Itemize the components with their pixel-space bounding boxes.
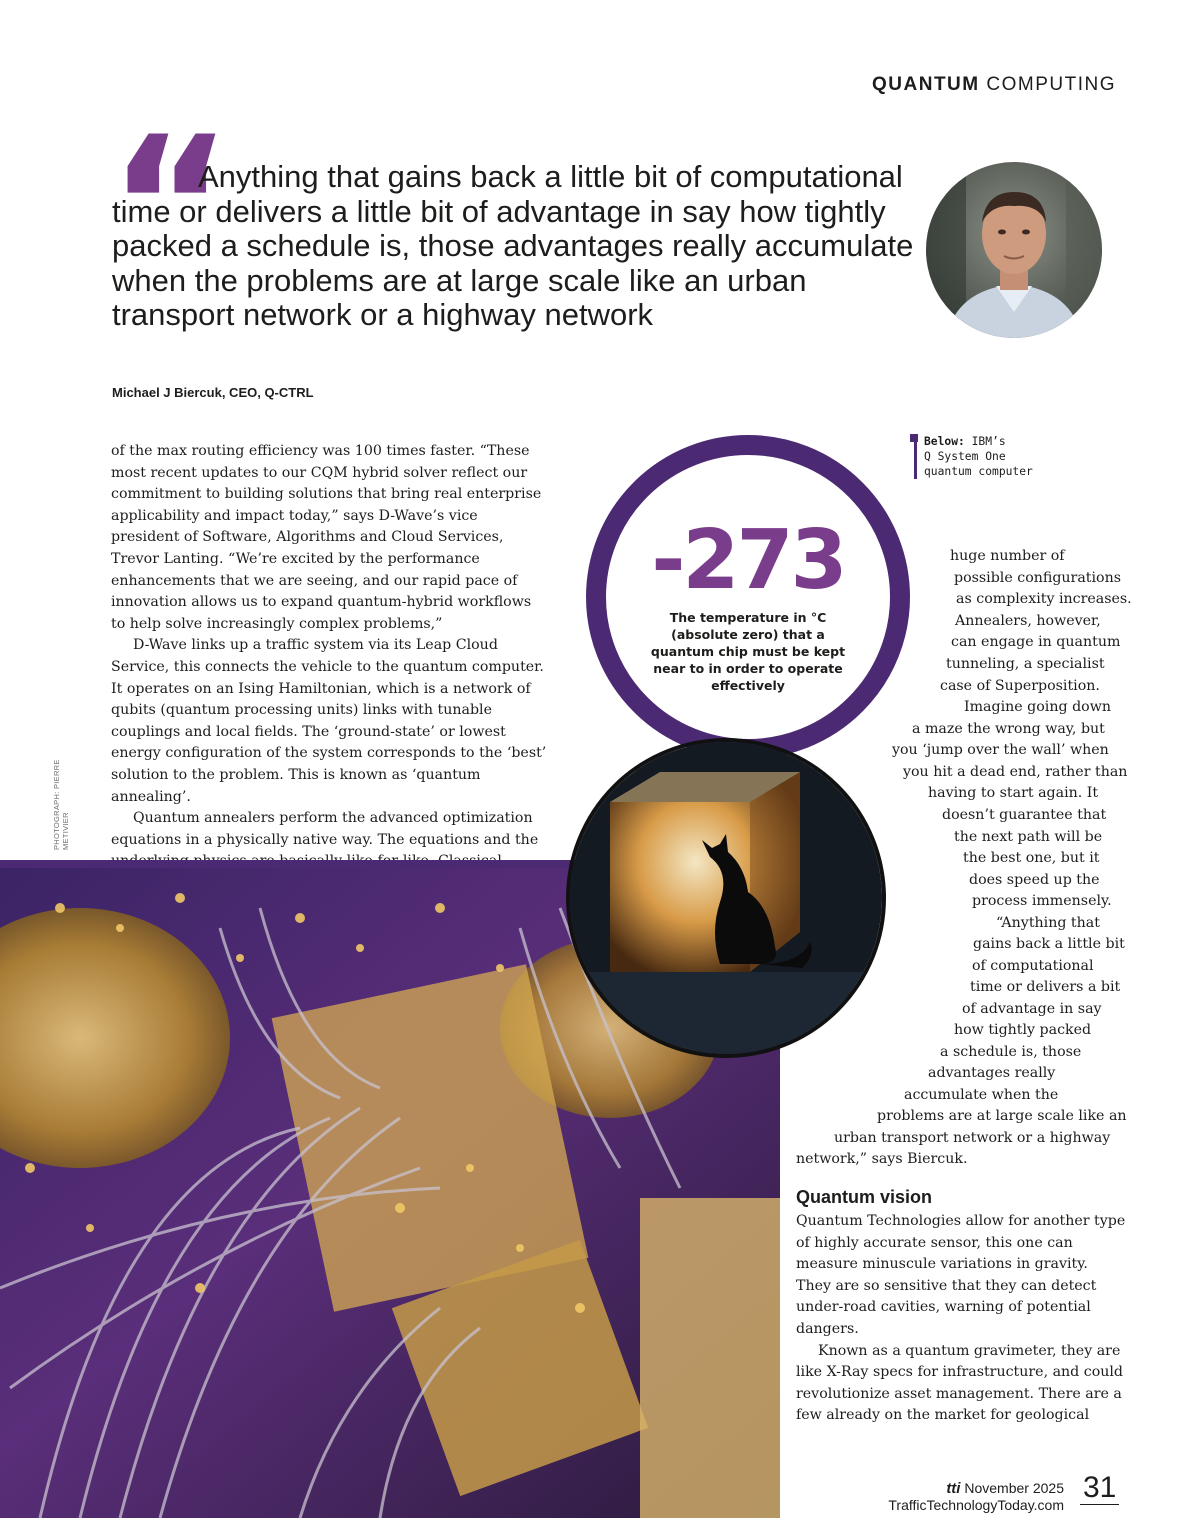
right-line: “Anything that <box>996 915 1100 931</box>
right-line: Imagine going down <box>964 699 1111 715</box>
right-line: accumulate when the <box>904 1087 1059 1103</box>
right-line: the best one, but it <box>963 850 1100 866</box>
left-paragraph-2: D-Wave links up a traffic system via its Leap Cloud Service, this connects the vehicle to the quantum computer. It operates on an Ising Hamiltonian, which is a network of qubits (quantum processing units) links with tunable couplings and local fields. The ‘ground-state’ or lowest energy configuration of the system corresponds to the ‘best’ solution to the problem. This is known as ‘quantum annealing’. <box>111 637 547 805</box>
footer-brand: tti <box>946 1480 961 1497</box>
caption-text-3: quantum computer <box>924 465 1033 478</box>
footer-site: TrafficTechnologyToday.com <box>888 1497 1064 1513</box>
stat-description: The temperature in °C (absolute zero) that a quantum chip must be kept near to in order to operate effectively <box>650 610 846 693</box>
caption-label: Below: <box>924 435 965 448</box>
footer-info <box>888 1480 1064 1513</box>
right-line: Annealers, however, <box>955 613 1101 629</box>
right-line: can engage in quantum <box>951 634 1121 650</box>
right-line: advantages really <box>928 1065 1056 1081</box>
left-paragraph-3: Quantum annealers perform the advanced optimization equations in a physically native way. The equations and the <box>111 810 539 848</box>
right-line: a schedule is, those <box>940 1044 1082 1060</box>
right-line: case of Superposition. <box>940 678 1100 694</box>
stat-number: -273 <box>651 513 845 608</box>
right-line: how tightly packed <box>954 1022 1092 1038</box>
section-header-bold: QUANTUM <box>872 74 980 95</box>
right-line: huge number of <box>950 548 1065 564</box>
portrait-photo <box>926 162 1102 338</box>
right-line: doesn’t guarantee that <box>942 807 1107 823</box>
footer-issue: November 2025 <box>960 1480 1064 1496</box>
caption-text-2: Q System One <box>924 450 1006 463</box>
right-line: gains back a little bit <box>973 936 1125 952</box>
cat-in-box-photo <box>566 738 886 1058</box>
right-line: having to start again. It <box>928 785 1099 801</box>
pull-quote: Anything that gains back a little bit of computational time or delivers a little bit of advantage in say how tightly packed a schedule is, those advantages really accumulate when the problems are at large scale like an urban transport network or a highway network <box>112 159 914 332</box>
right-line: of advantage in say <box>962 1001 1102 1017</box>
right-line: urban transport network or a highway <box>834 1130 1111 1146</box>
right-line: network,” says Biercuk. <box>796 1151 968 1167</box>
right-line: tunneling, a specialist <box>946 656 1105 672</box>
right-line: as complexity increases. <box>956 591 1132 607</box>
right-line: you ‘jump over the wall’ when <box>892 742 1109 758</box>
right-line: does speed up the <box>969 872 1100 888</box>
right-line: process immensely. <box>972 893 1112 909</box>
quote-attribution: Michael J Biercuk, CEO, Q-CTRL <box>112 385 314 400</box>
right-line: time or delivers a bit <box>970 979 1121 995</box>
quantum-vision-paragraph-1: Quantum Technologies allow for another type of highly accurate sensor, this one can measure minuscule variations in gravity. They are so sensitive that they can detect under-road cavities, warning of potential dangers. <box>796 1213 1126 1337</box>
right-line: the next path will be <box>954 829 1103 845</box>
right-line: a maze the wrong way, but <box>912 721 1105 737</box>
right-line: you hit a dead end, rather than <box>903 764 1128 780</box>
section-header-light: COMPUTING <box>986 74 1116 95</box>
right-line: problems are at large scale like an <box>877 1108 1127 1124</box>
right-line: possible configurations <box>954 570 1121 586</box>
page-number: 31 <box>1080 1472 1119 1505</box>
left-paragraph-1: of the max routing efficiency was 100 times faster. “These most recent updates to our CQM hybrid solver reflect our commitment to building solutions that bring real enterprise applicability and impact today,” says D-Wave’s vice president of Software, Algorithms and Cloud Services, Trevor Lanting. “We’re excited by the performance enhancements that we are seeing, and our rapid pace of innovation allows us to expand quantum-hybrid workflows to help solve increasingly complex problems,” <box>111 443 542 632</box>
photo-credit: PHOTOGRAPH: PIERRE METIVIER <box>52 759 70 850</box>
caption-text-1: IBM’s <box>964 435 1006 448</box>
right-line: of computational <box>972 958 1094 974</box>
quantum-vision-paragraph-2: Known as a quantum gravimeter, they are like X-Ray specs for infrastructure, and could revolutionize asset management. There are a few already on the market for geological <box>796 1342 1124 1424</box>
section-header <box>872 74 1116 96</box>
quantum-vision-body <box>796 1211 1126 1427</box>
quote-mark-icon: “ <box>108 96 215 317</box>
left-body-column <box>111 441 549 916</box>
photo-caption <box>914 434 1033 479</box>
quantum-vision-heading: Quantum vision <box>796 1187 933 1207</box>
